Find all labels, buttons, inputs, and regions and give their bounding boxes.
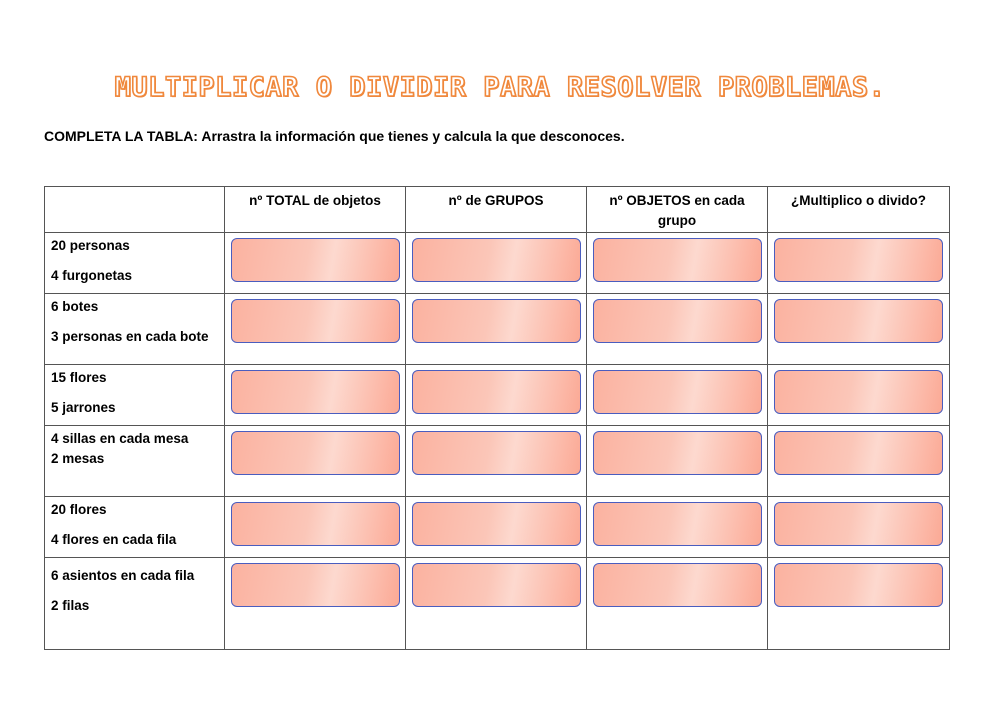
drop-slot-per-group[interactable]: [593, 238, 762, 282]
problem-description: [45, 426, 225, 497]
drop-slot-total[interactable]: [231, 563, 400, 607]
problem-description: [45, 294, 225, 365]
table-row: [45, 497, 950, 558]
header-row: [45, 187, 950, 233]
header-operation: ¿Multiplico o divido?: [768, 187, 950, 233]
instruction-text: COMPLETA LA TABLA: Arrastra la información que tienes y calcula la que desconoces.: [44, 128, 625, 144]
problem-line: 15 flores: [51, 370, 107, 385]
drop-slot-total[interactable]: [231, 370, 400, 414]
drop-slot-total[interactable]: [231, 238, 400, 282]
problem-line: 6 botes: [51, 299, 99, 314]
drop-slot-operation[interactable]: [774, 563, 943, 607]
problem-description: [45, 233, 225, 294]
problem-line: 6 asientos en cada fila: [51, 568, 195, 583]
drop-slot-total[interactable]: [231, 431, 400, 475]
header-groups: nº de GRUPOS: [406, 187, 587, 233]
drop-slot-groups[interactable]: [412, 370, 581, 414]
drop-slot-groups[interactable]: [412, 299, 581, 343]
table-row: [45, 233, 950, 294]
problem-line: 2 mesas: [51, 451, 105, 466]
drop-slot-total[interactable]: [231, 502, 400, 546]
problem-line: 5 jarrones: [51, 400, 116, 415]
problem-line: 4 flores en cada fila: [51, 532, 177, 547]
problem-table: [44, 186, 950, 650]
header-per-group: nº OBJETOS en cada grupo: [587, 187, 768, 233]
problem-line: 20 personas: [51, 238, 130, 253]
drop-slot-operation[interactable]: [774, 299, 943, 343]
drop-slot-per-group[interactable]: [593, 563, 762, 607]
problem-line: 2 filas: [51, 598, 90, 613]
table-row: [45, 365, 950, 426]
drop-slot-operation[interactable]: [774, 370, 943, 414]
problem-description: [45, 365, 225, 426]
drop-slot-groups[interactable]: [412, 431, 581, 475]
drop-slot-operation[interactable]: [774, 502, 943, 546]
problem-line: 3 personas en cada bote: [51, 329, 209, 344]
drop-slot-groups[interactable]: [412, 563, 581, 607]
problem-line: 4 sillas en cada mesa: [51, 431, 189, 446]
problem-line: 4 furgonetas: [51, 268, 133, 283]
problem-description: [45, 497, 225, 558]
problem-line: 20 flores: [51, 502, 107, 517]
header-total: nº TOTAL de objetos: [225, 187, 406, 233]
table-row: [45, 294, 950, 365]
drop-slot-per-group[interactable]: [593, 502, 762, 546]
table-row: [45, 558, 950, 650]
drop-slot-per-group[interactable]: [593, 431, 762, 475]
drop-slot-per-group[interactable]: [593, 370, 762, 414]
drop-slot-per-group[interactable]: [593, 299, 762, 343]
problem-description: [45, 558, 225, 650]
table-row: [45, 426, 950, 497]
page-title: MULTIPLICAR O DIVIDIR PARA RESOLVER PROBLEMAS.: [114, 72, 886, 103]
drop-slot-operation[interactable]: [774, 238, 943, 282]
drop-slot-groups[interactable]: [412, 238, 581, 282]
header-empty: [45, 187, 225, 233]
drop-slot-total[interactable]: [231, 299, 400, 343]
drop-slot-groups[interactable]: [412, 502, 581, 546]
drop-slot-operation[interactable]: [774, 431, 943, 475]
